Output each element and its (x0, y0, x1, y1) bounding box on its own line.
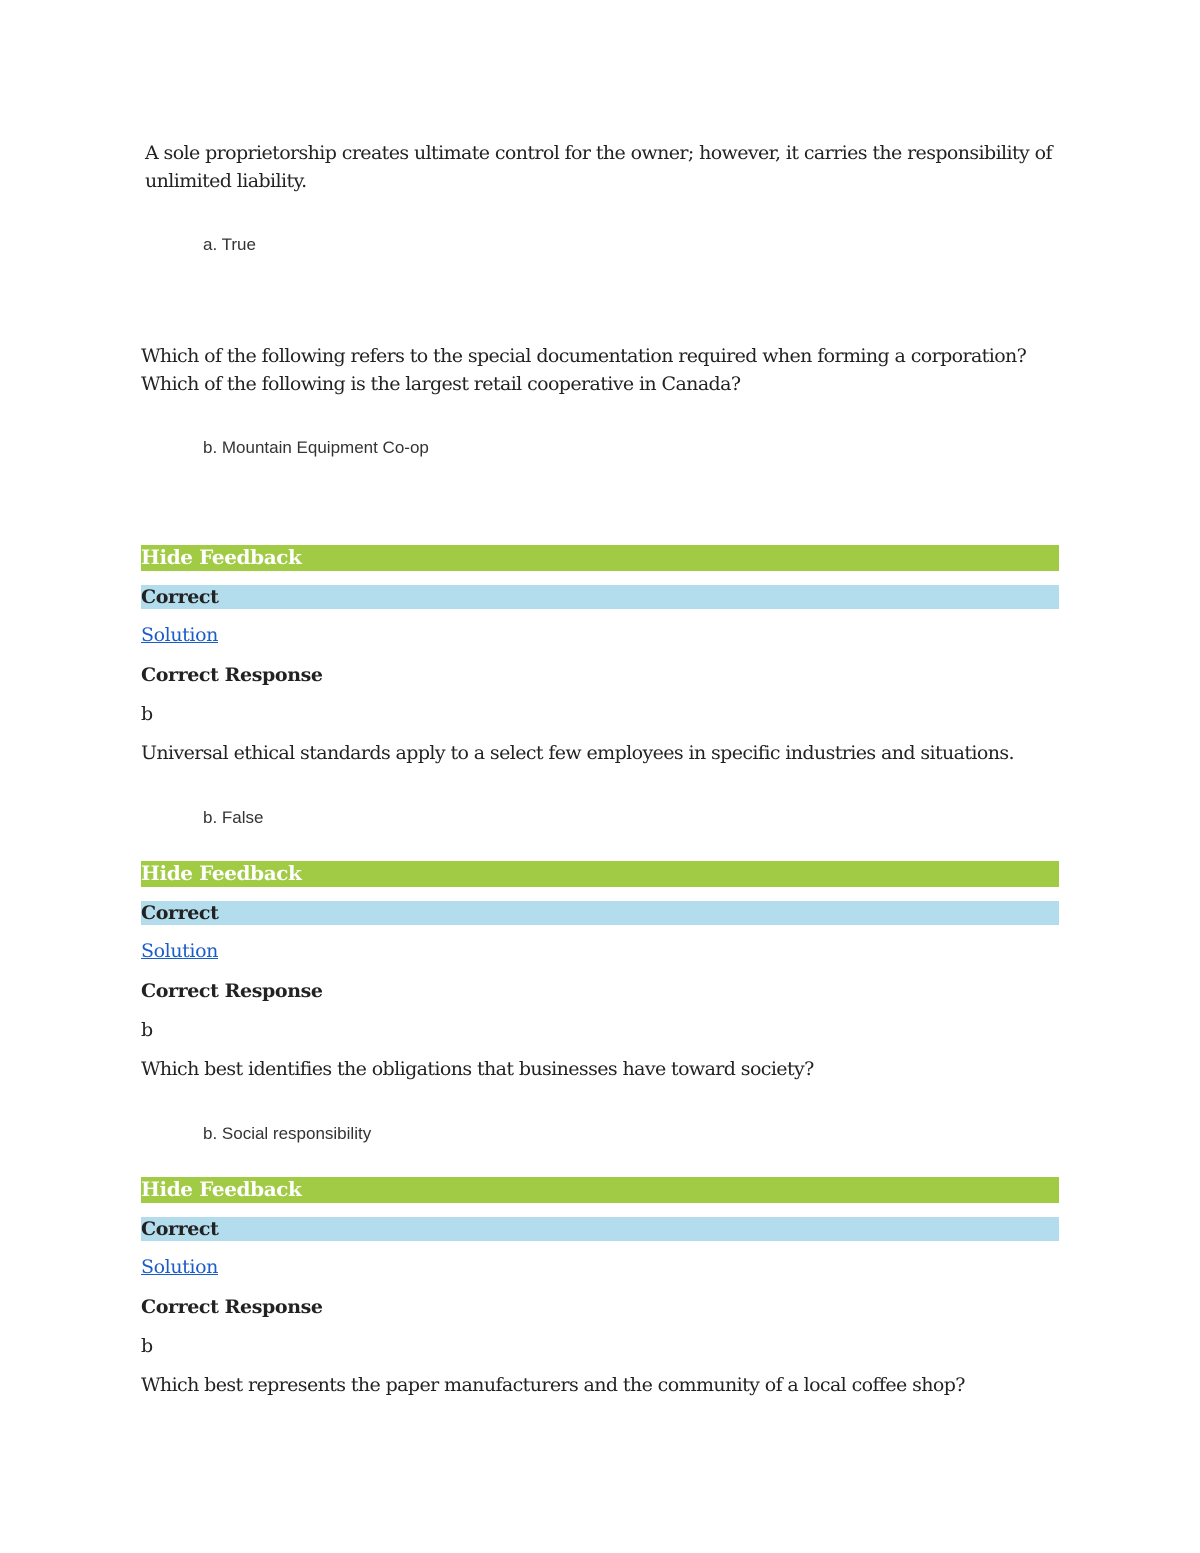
question-3-answer: b. False (203, 808, 264, 827)
hide-feedback-label: Hide Feedback (141, 1177, 302, 1201)
status-text: Correct (141, 902, 219, 924)
question-2-answer: b. Mountain Equipment Co-op (203, 438, 429, 457)
hide-feedback-toggle[interactable] (141, 861, 1059, 887)
solution-link[interactable]: Solution (141, 940, 218, 962)
hide-feedback-label: Hide Feedback (141, 545, 302, 569)
correct-response-label: Correct Response (141, 980, 323, 1002)
solution-link[interactable]: Solution (141, 1256, 218, 1278)
question-1-line-2: unlimited liability. (145, 170, 307, 192)
status-text: Correct (141, 1218, 219, 1240)
status-banner (141, 1217, 1059, 1241)
hide-feedback-toggle[interactable] (141, 1177, 1059, 1203)
question-3-text: Universal ethical standards apply to a select few employees in specific industries and situations. (141, 742, 1014, 764)
status-banner (141, 585, 1059, 609)
correct-response-value: b (141, 1335, 154, 1357)
correct-response-label: Correct Response (141, 1296, 323, 1318)
correct-response-value: b (141, 703, 154, 725)
question-4-text: Which best identifies the obligations that businesses have toward society? (141, 1058, 814, 1080)
question-4-answer: b. Social responsibility (203, 1124, 372, 1143)
question-2-line-1: Which of the following refers to the special documentation required when forming a corporation? (141, 345, 1027, 367)
correct-response-label: Correct Response (141, 664, 323, 686)
correct-response-value: b (141, 1019, 154, 1041)
status-text: Correct (141, 586, 219, 608)
solution-link[interactable]: Solution (141, 624, 218, 646)
question-2-line-2: Which of the following is the largest retail cooperative in Canada? (141, 373, 741, 395)
question-1-answer: a. True (203, 235, 256, 254)
question-1-line-1: A sole proprietorship creates ultimate control for the owner; however, it carries the responsibility of (145, 142, 1052, 164)
question-5-text: Which best represents the paper manufacturers and the community of a local coffee shop? (141, 1374, 965, 1396)
hide-feedback-label: Hide Feedback (141, 861, 302, 885)
status-banner (141, 901, 1059, 925)
hide-feedback-toggle[interactable] (141, 545, 1059, 571)
